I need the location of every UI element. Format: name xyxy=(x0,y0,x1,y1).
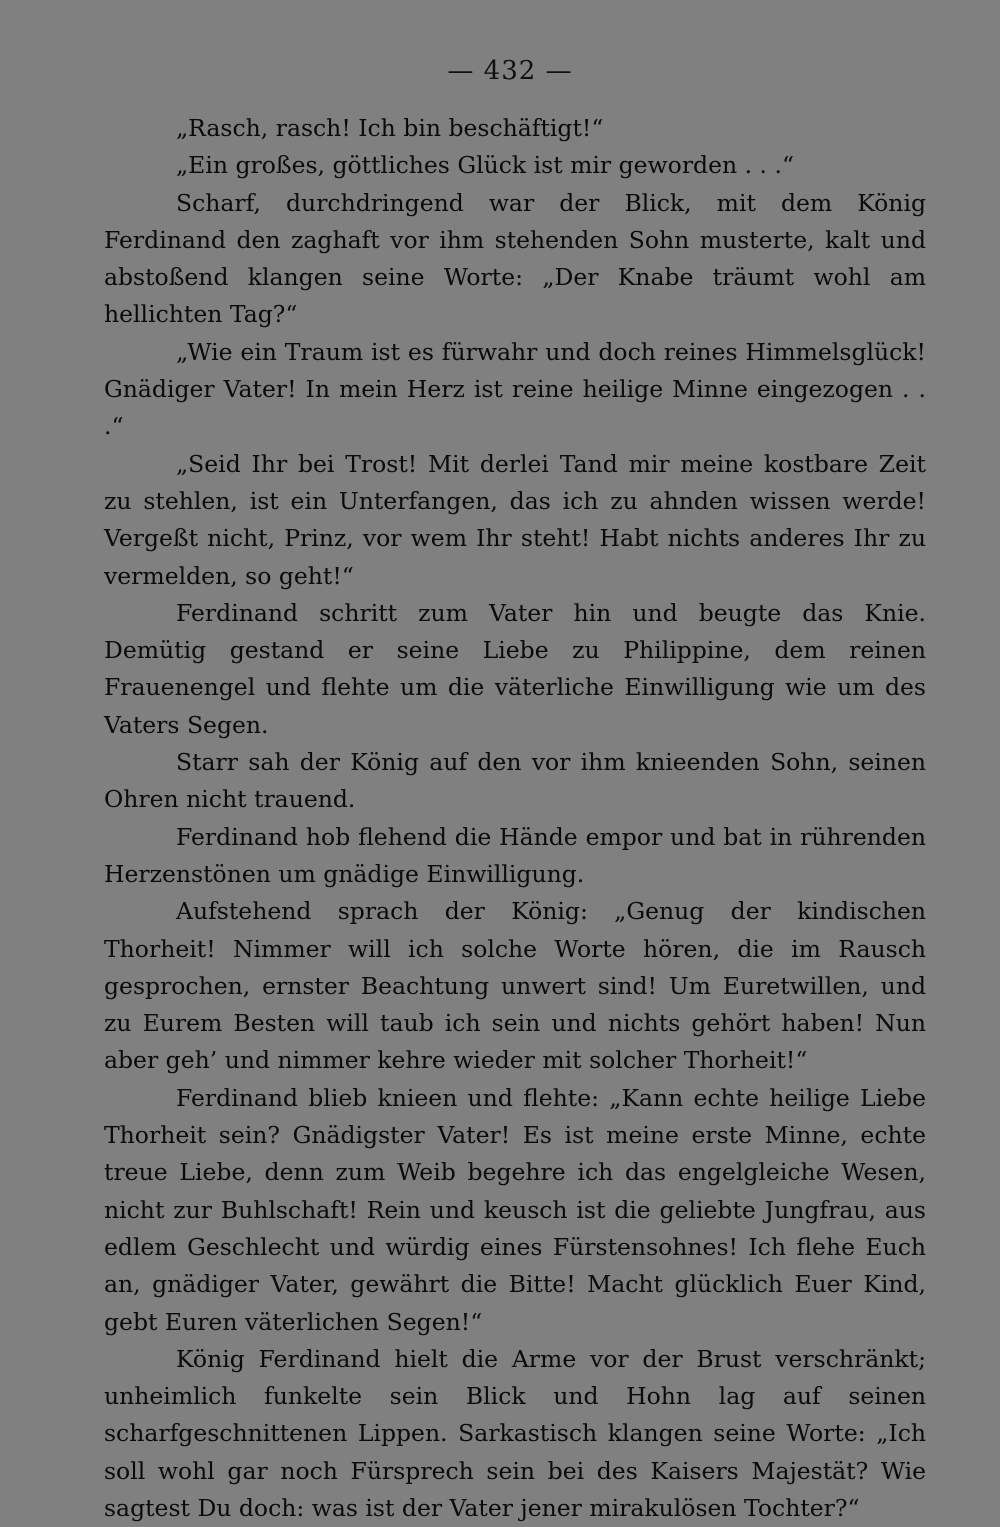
paragraph: Scharf, durchdringend war der Blick, mit dem König Ferdinand den zaghaft vor ihm stehenden Sohn musterte, kalt und abstoßend klangen seine Worte: „Der Knabe träumt wohl am hellichten Tag?“ xyxy=(104,188,926,329)
paragraph: „Rasch, rasch! Ich bin beschäftigt!“ xyxy=(176,114,604,142)
paragraph: Ferdinand schritt zum Vater hin und beugte das Knie. Demütig gestand er seine Liebe zu Philippine, dem reinen Frauenengel und flehte um die väterliche Einwilligung wie um des Vaters Segen. xyxy=(104,598,926,739)
paragraph: Starr sah der König auf den vor ihm knieenden Sohn, seinen Ohren nicht trauend. xyxy=(104,748,926,814)
paragraph: Aufstehend sprach der König: „Genug der kindischen Thorheit! Nimmer will ich solche Worte hören, die im Rausch gesprochen, ernster Beachtung unwert sind! Um Euretwillen, und zu Eurem Besten will taub ich sein und nichts gehört haben! Nun aber geh’ und nimmer kehre wieder mit solcher Thorheit!“ xyxy=(104,897,926,1075)
paragraph: Ferdinand hob flehend die Hände empor und bat in rührenden Herzenstönen um gnädige Einwilligung. xyxy=(104,822,926,888)
page-number: — 432 — xyxy=(447,56,573,86)
page-body xyxy=(104,110,926,1527)
paragraph: „Wie ein Traum ist es fürwahr und doch reines Himmelsglück! Gnädiger Vater! In mein Herz ist reine heilige Minne eingezogen . . .“ xyxy=(104,337,926,441)
paragraph: König Ferdinand hielt die Arme vor der Brust verschränkt; unheimlich funkelte sein Blick und Hohn lag auf seinen scharfgeschnittenen Lippen. Sarkastisch klangen seine Worte: „Ich soll wohl gar noch Fürsprech sein bei des Kaisers Majestät? Wie sagtest Du doch: was ist der Vater jener mirakulösen Tochter?“ xyxy=(104,1344,926,1522)
paragraph: „Ein großes, göttliches Glück ist mir geworden . . .“ xyxy=(176,151,794,180)
paragraph: „Seid Ihr bei Trost! Mit derlei Tand mir meine kostbare Zeit zu stehlen, ist ein Unterfangen, das ich zu ahnden wissen werde! Vergeßt nicht, Prinz, vor wem Ihr steht! Habt nichts anderes Ihr zu vermelden, so geht!“ xyxy=(104,449,926,590)
paragraph: Ferdinand blieb knieen und flehte: „Kann echte heilige Liebe Thorheit sein? Gnädigster Vater! Es ist meine erste Minne, echte treue Liebe, denn zum Weib begehre ich das engelgleiche Wesen, nicht zur Buhlschaft! Rein und keusch ist die geliebte Jungfrau, aus edlem Geschlecht und würdig eines Fürstensohnes! Ich flehe Euch an, gnädiger Vater, gewährt die Bitte! Macht glücklich Euer Kind, gebt Euren väterlichen Segen!“ xyxy=(104,1083,926,1336)
